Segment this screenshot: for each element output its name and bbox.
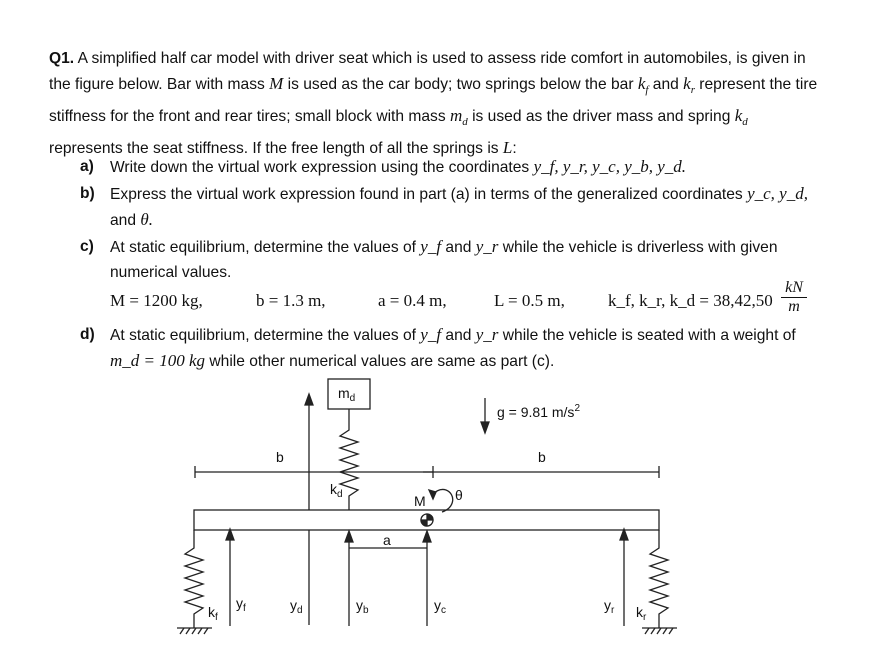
unit-numerator: kN <box>781 279 807 298</box>
label-kd: $k_d$ <box>330 481 343 500</box>
rear-tire-spring <box>650 530 668 628</box>
label-b-right: b <box>538 449 546 465</box>
part-b: b) Express the virtual work expression found in part (a) in terms of the generalized coordinates y_c, y_d, and θ. <box>80 184 808 229</box>
label-a: a <box>383 532 391 548</box>
front-tire-spring <box>185 530 203 628</box>
label-M: M <box>414 493 426 509</box>
question-number: Q1. <box>49 50 75 67</box>
label-md: $m_d$ <box>338 385 356 404</box>
part-a: a) Write down the virtual work expression using the coordinates y_f, y_r, y_c, y_b, y_d. <box>80 157 687 176</box>
unit-denominator: m <box>788 298 800 315</box>
part-d: d) At static equilibrium, determine the values of y_f and y_r while the vehicle is seated with a weight of m_d = 100 kg while other numerical values are same as part (c). <box>80 325 796 370</box>
part-c: c) At static equilibrium, determine the values of y_f and y_r while the vehicle is driverless with given numerical values. <box>80 237 778 281</box>
param-L: L = 0.5 m, <box>494 291 565 310</box>
label-theta: θ <box>455 487 463 503</box>
param-a: a = 0.4 m, <box>378 291 447 310</box>
param-b: b = 1.3 m, <box>256 291 326 310</box>
param-M: M = 1200 kg, <box>110 291 203 310</box>
label-yr: $y_r$ <box>604 597 615 616</box>
label-kr: $k_r$ <box>636 604 647 623</box>
seat-spring <box>340 409 358 510</box>
label-b-left: b <box>276 449 284 465</box>
label-yd: $y_d$ <box>290 597 303 616</box>
param-k: k_f, k_r, k_d = 38,42,50 <box>608 291 773 310</box>
label-yc: $y_c$ <box>434 597 446 616</box>
label-yb: $y_b$ <box>356 597 369 616</box>
problem-statement: Q1. A simplified half car model with driver seat which is used to assess ride comfort in automobiles, is given in the figure below. Bar with mass M is used as the car body; two springs below the bar $k_f$ and $k_r$ represent the tire stiffness for the front and rear tires; small block with mass $m_d$ is used as the driver mass and spring $k_d$ represents the seat stiffness. If the free length of all the springs is L: <box>49 50 818 158</box>
label-gravity: g = 9.81 $m/s^2$ <box>497 403 580 420</box>
label-kf: $k_f$ <box>208 604 218 623</box>
label-yf: $y_f$ <box>236 595 246 614</box>
